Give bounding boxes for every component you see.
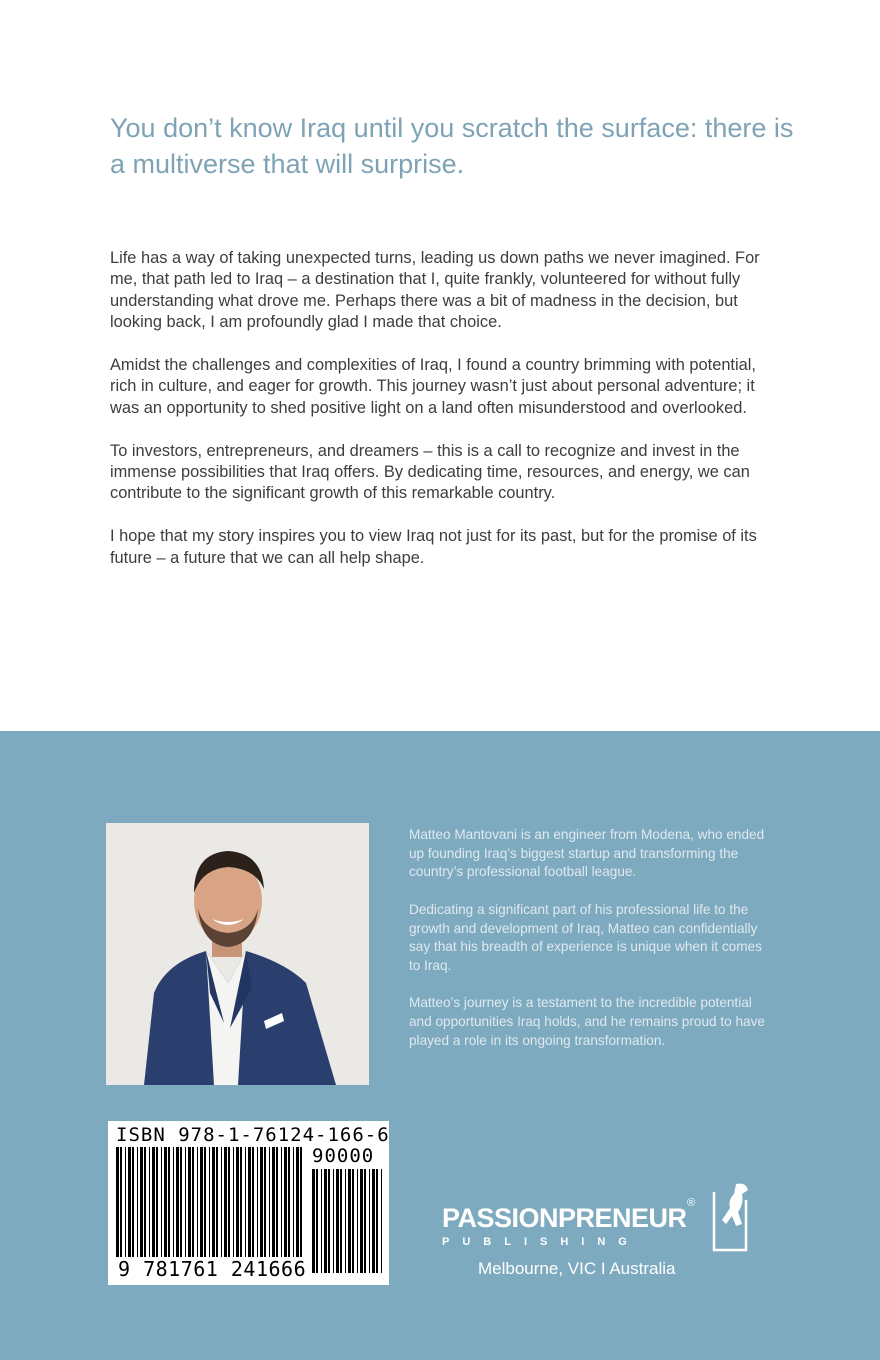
barcode-bar xyxy=(296,1147,299,1273)
barcode-bar xyxy=(372,1169,375,1273)
isbn-label: ISBN 978-1-76124-166-6 xyxy=(116,1124,390,1146)
book-figure-icon xyxy=(708,1180,754,1252)
barcode-bar xyxy=(228,1147,230,1273)
bio-paragraph: Matteo’s journey is a testament to the incredible potential and opportunities Iraq holds, and he remains proud to have played a role in its ongoing transformation. xyxy=(409,995,765,1048)
barcode-bar xyxy=(140,1147,143,1273)
barcode-bar xyxy=(328,1169,330,1273)
barcode-bar xyxy=(257,1147,258,1273)
barcode-bar xyxy=(333,1169,334,1273)
barcode-bar xyxy=(352,1169,354,1273)
barcode-bar xyxy=(188,1147,191,1273)
barcode-bar xyxy=(276,1147,278,1273)
barcode-bar xyxy=(376,1169,378,1273)
barcode-bar xyxy=(248,1147,251,1273)
barcode-bar xyxy=(288,1147,290,1273)
barcode-bar xyxy=(204,1147,206,1273)
barcode-bar xyxy=(161,1147,162,1273)
barcode-bar xyxy=(240,1147,242,1273)
isbn-barcode xyxy=(108,1121,389,1285)
barcode-bar xyxy=(116,1147,119,1273)
barcode-bar xyxy=(128,1147,131,1273)
price-code: 90000 xyxy=(312,1145,375,1167)
blurb-paragraph: I hope that my story inspires you to view Iraq not just for its past, but for the promise of its future – a future that we can all help shape. xyxy=(110,527,757,567)
publisher-logo xyxy=(442,1180,772,1290)
blurb-paragraph: Amidst the challenges and complexities of Iraq, I found a country brimming with potential, rich in culture, and eager for growth. This journey wasn’t just about personal adventure; it was an opportunity to shed positive light on a land often misunderstood and overlooked. xyxy=(110,356,756,417)
publisher-subtitle: PUBLISHING xyxy=(442,1236,640,1248)
barcode-bar xyxy=(340,1169,342,1273)
barcode-bar xyxy=(364,1169,366,1273)
barcode-bar xyxy=(281,1147,282,1273)
barcode-bar xyxy=(144,1147,146,1273)
barcode-bar xyxy=(284,1147,287,1273)
barcode-bar xyxy=(264,1147,266,1273)
blurb-paragraph: To investors, entrepreneurs, and dreamers – this is a call to recognize and invest in the immense possibilities that Iraq offers. By dedicating time, resources, and energy, we can contribute to the significant growth of this remarkable country. xyxy=(110,441,750,503)
barcode-bar xyxy=(192,1147,194,1273)
barcode-bar xyxy=(316,1169,318,1273)
barcode-bar xyxy=(137,1147,138,1273)
barcode-bar xyxy=(176,1147,179,1273)
barcode-bar xyxy=(260,1147,263,1273)
barcode-bar xyxy=(357,1169,358,1273)
barcode-bar xyxy=(272,1147,275,1273)
author-portrait-illustration xyxy=(106,823,369,1085)
publisher-location: Melbourne, VIC I Australia xyxy=(478,1259,676,1278)
author-bio xyxy=(409,826,775,1069)
barcode-bar xyxy=(293,1147,294,1273)
barcode-bar xyxy=(312,1169,315,1273)
barcode-bar xyxy=(336,1169,339,1273)
barcode-bar xyxy=(236,1147,239,1273)
barcode-bar xyxy=(224,1147,227,1273)
barcode-bar xyxy=(173,1147,174,1273)
barcode-bar xyxy=(180,1147,182,1273)
barcode-bar xyxy=(360,1169,363,1273)
barcode-bar xyxy=(345,1169,346,1273)
barcode-bar xyxy=(152,1147,155,1273)
author-photo xyxy=(106,823,369,1085)
registered-mark: ® xyxy=(687,1197,696,1209)
barcode-bar xyxy=(200,1147,203,1273)
barcode-bar xyxy=(185,1147,186,1273)
bio-paragraph: Dedicating a significant part of his professional life to the growth and development of Iraq, Matteo can confidentially say that his breadth of experience is unique when it comes to Iraq. xyxy=(409,901,762,973)
barcode-bar xyxy=(300,1147,302,1273)
blurb-paragraph: Life has a way of taking unexpected turns, leading us down paths we never imagined. For me, that path led to Iraq – a destination that I, quite frankly, volunteered for without fully understanding what drove me. Perhaps there was a bit of madness in the decision, but looking back, I am profoundly glad I made that choice. xyxy=(110,249,760,332)
tagline: You don’t know Iraq until you scratch the surface: there is a multiverse that will surprise. xyxy=(110,113,794,179)
barcode-bar xyxy=(149,1147,150,1273)
barcode-bar xyxy=(132,1147,134,1273)
barcode-bar xyxy=(245,1147,246,1273)
barcode-bar xyxy=(125,1147,126,1273)
barcode-bar xyxy=(120,1147,122,1273)
barcode-bar xyxy=(156,1147,158,1273)
barcode-bar xyxy=(252,1147,254,1273)
barcode-bar xyxy=(168,1147,170,1273)
barcode-bar xyxy=(348,1169,351,1273)
barcode-bar xyxy=(369,1169,370,1273)
barcode-bar xyxy=(164,1147,167,1273)
barcode-bar xyxy=(269,1147,270,1273)
blurb xyxy=(110,248,778,590)
barcode-bar xyxy=(381,1169,382,1273)
barcode-bar xyxy=(324,1169,327,1273)
barcode-bar xyxy=(209,1147,210,1273)
barcode-bar xyxy=(197,1147,198,1273)
barcode-bar xyxy=(321,1169,322,1273)
ean-digits: 9 781761 241666 xyxy=(118,1257,307,1281)
barcode-bar xyxy=(216,1147,218,1273)
barcode-bar xyxy=(221,1147,222,1273)
publisher-name: PASSIONPRENEUR xyxy=(442,1203,687,1233)
bio-paragraph: Matteo Mantovani is an engineer from Modena, who ended up founding Iraq’s biggest startup and transforming the country’s professional football league. xyxy=(409,827,765,880)
barcode-bar xyxy=(233,1147,234,1273)
barcode-bar xyxy=(212,1147,215,1273)
